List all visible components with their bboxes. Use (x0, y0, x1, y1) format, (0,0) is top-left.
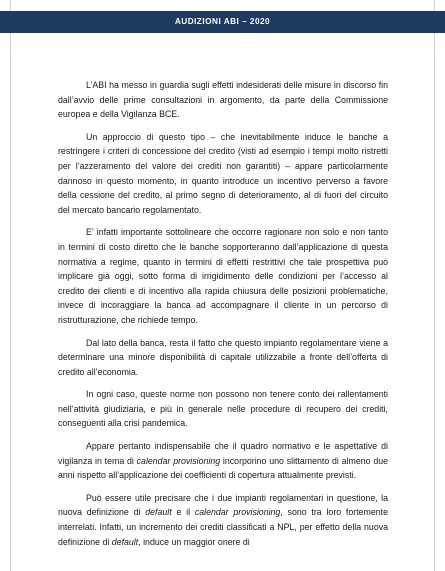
paragraph-text: incorporino uno slittamento di almeno due anni rispetto all’applicazione dei coefficienti di copertura attualmente previsti. (58, 455, 388, 481)
paragraph (58, 336, 388, 380)
paragraph-text: , sono tra loro fortemente interrelati. Infatti, un incremento dei crediti classificati a NPL, per effetto della nuova definizione di (58, 507, 388, 547)
document-body (58, 78, 388, 549)
paragraph-text: E’ infatti importante sottolineare che occorre ragionare non solo e non tanto in termini di costo diretto che le banche sopporteranno dall’applicazione di questa normativa a regime, quanto in termini di effetti restrittivi che tale prospettiva può implicare già oggi, sotto forma di irrigidimento delle condizioni per l’accesso al credito dei clienti e di incentivo alla rapida chiusura delle posizioni problematiche, invece di incoraggiare la banca ad accompagnare il cliente in un percorso di ristrutturazione, che richiede tempo. (58, 227, 388, 325)
paragraph (58, 439, 388, 483)
paragraph (58, 78, 388, 122)
page-border-left (10, 0, 11, 571)
emphasis-term: calendar provisioning (194, 507, 281, 518)
page-border-right (434, 0, 435, 571)
paragraph (58, 491, 388, 549)
emphasis-term: default (111, 536, 139, 547)
emphasis-term: default (145, 507, 172, 518)
paragraph-text: Appare pertanto indispensabile che il quadro normativo e le aspettative di vigilanza in tema di (58, 441, 388, 466)
paragraph (58, 387, 388, 431)
page-header (0, 11, 445, 33)
paragraph-text: e il (171, 507, 195, 518)
emphasis-term: calendar provisioning (136, 455, 221, 466)
paragraph-text: Dal lato della banca, resta il fatto che questo impianto regolamentare viene a determinare una minore disponibilità di capitale utilizzabile a fronte dell’offerta di credito all’economia. (58, 337, 388, 377)
paragraph-text: In ogni caso, queste norme non possono non tenere conto dei rallentamenti nell’attività giudiziaria, e più in generale nelle procedure di recupero dei crediti, conseguenti alla crisi pandemica. (58, 389, 388, 429)
paragraph-text: , induce un maggior onere di (138, 536, 250, 547)
paragraph-text: Può essere utile precisare che i due impianti regolamentari in questione, la nuova definizione di (58, 492, 388, 518)
paragraph (58, 225, 388, 327)
paragraph-text: L’ABI ha messo in guardia sugli effetti indesiderati delle misure in discorso fin dall’avvio delle prime consultazioni in argomento, da parte della Commissione europea e della Vigilanza BCE. (58, 80, 388, 120)
paragraph-text: Un approccio di questo tipo – che inevitabilmente induce le banche a restringere i criteri di concessione del credito (visti ad esempio i tempi molto ristretti per l’azzeramento del valore dei crediti non garantiti) – appare particolarmente dannoso in questo momento, in quanto introduce un incentivo perverso a favore della cessione del credito, al primo segno di deterioramento, al di fuori del circuito del mercato bancario regolamentato. (58, 131, 388, 215)
paragraph (58, 130, 388, 218)
header-title: AUDIZIONI ABI – 2020 (174, 17, 271, 26)
